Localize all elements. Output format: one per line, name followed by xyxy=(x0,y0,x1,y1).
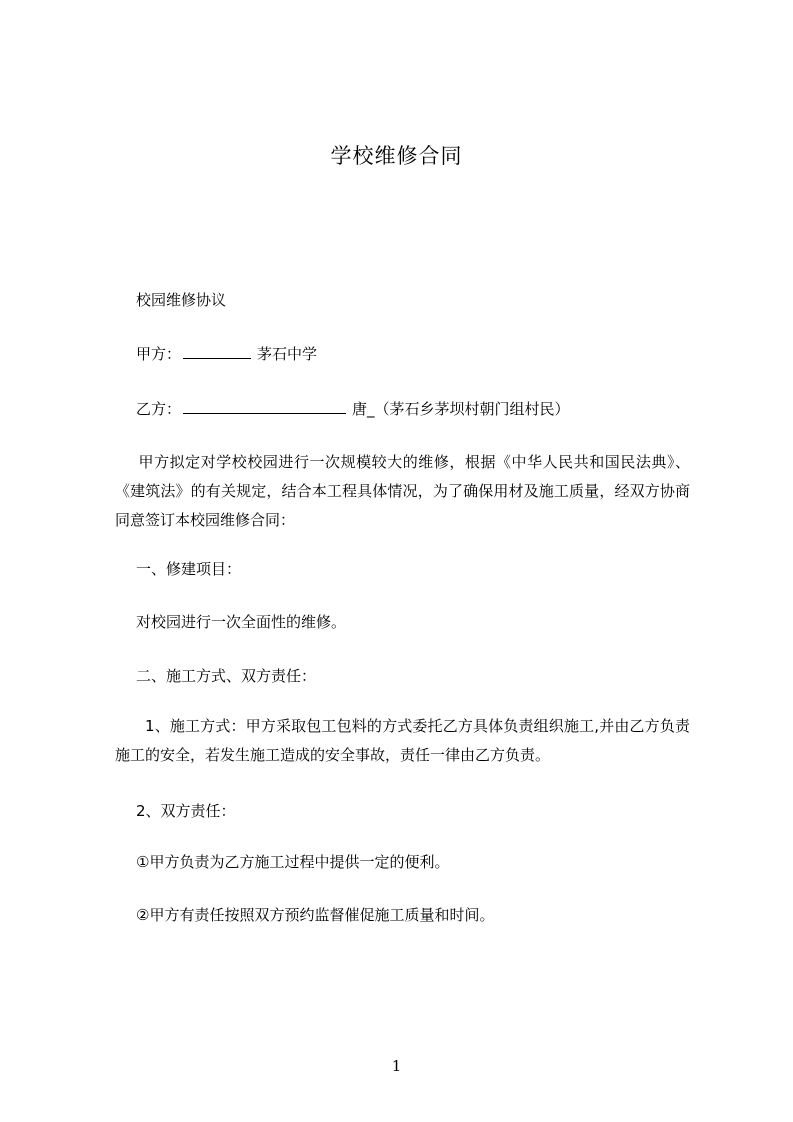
party-b-blank xyxy=(183,399,346,414)
section2-heading: 二、施工方式、双方责任： xyxy=(136,667,317,685)
duty-1: ①甲方负责为乙方施工过程中提供一定的便利。 xyxy=(136,853,450,871)
section1-body: 对校园进行一次全面性的维修。 xyxy=(136,613,347,631)
party-b-line xyxy=(136,397,666,421)
document-title: 学校维修合同 xyxy=(330,144,463,168)
duty-2: ②甲方有责任按照双方预约监督催促施工质量和时间。 xyxy=(136,906,495,924)
section2-item1-text: 1、施工方式：甲方采取包工包料的方式委托乙方具体负责组织施工,并由乙方负责施工的安全，若发生施工造成的安全事故，责任一律由乙方负责。 xyxy=(115,717,690,764)
section1-heading: 一、修建项目： xyxy=(136,560,242,578)
section2-item1-paragraph xyxy=(115,712,690,770)
section2-item2: 2、双方责任： xyxy=(136,802,236,820)
subtitle: 校园维修协议 xyxy=(136,291,227,309)
party-a-label: 甲方： xyxy=(136,345,182,363)
intro-paragraph xyxy=(115,448,690,535)
page-number: 1 xyxy=(391,1057,402,1075)
party-a-line xyxy=(136,342,666,366)
party-b-label: 乙方： xyxy=(136,400,182,418)
intro-text: 甲方拟定对学校校园进行一次规模较大的维修，根据《中华人民共和国民法典》、《建筑法》的有关规定，结合本工程具体情况，为了确保用材及施工质量，经双方协商同意签订本校园维修合同： xyxy=(115,453,690,529)
party-b-value: 唐_（茅石乡茅坝村朝门组村民） xyxy=(352,400,570,418)
party-a-value: 茅石中学 xyxy=(257,345,318,363)
party-a-blank xyxy=(183,344,251,359)
